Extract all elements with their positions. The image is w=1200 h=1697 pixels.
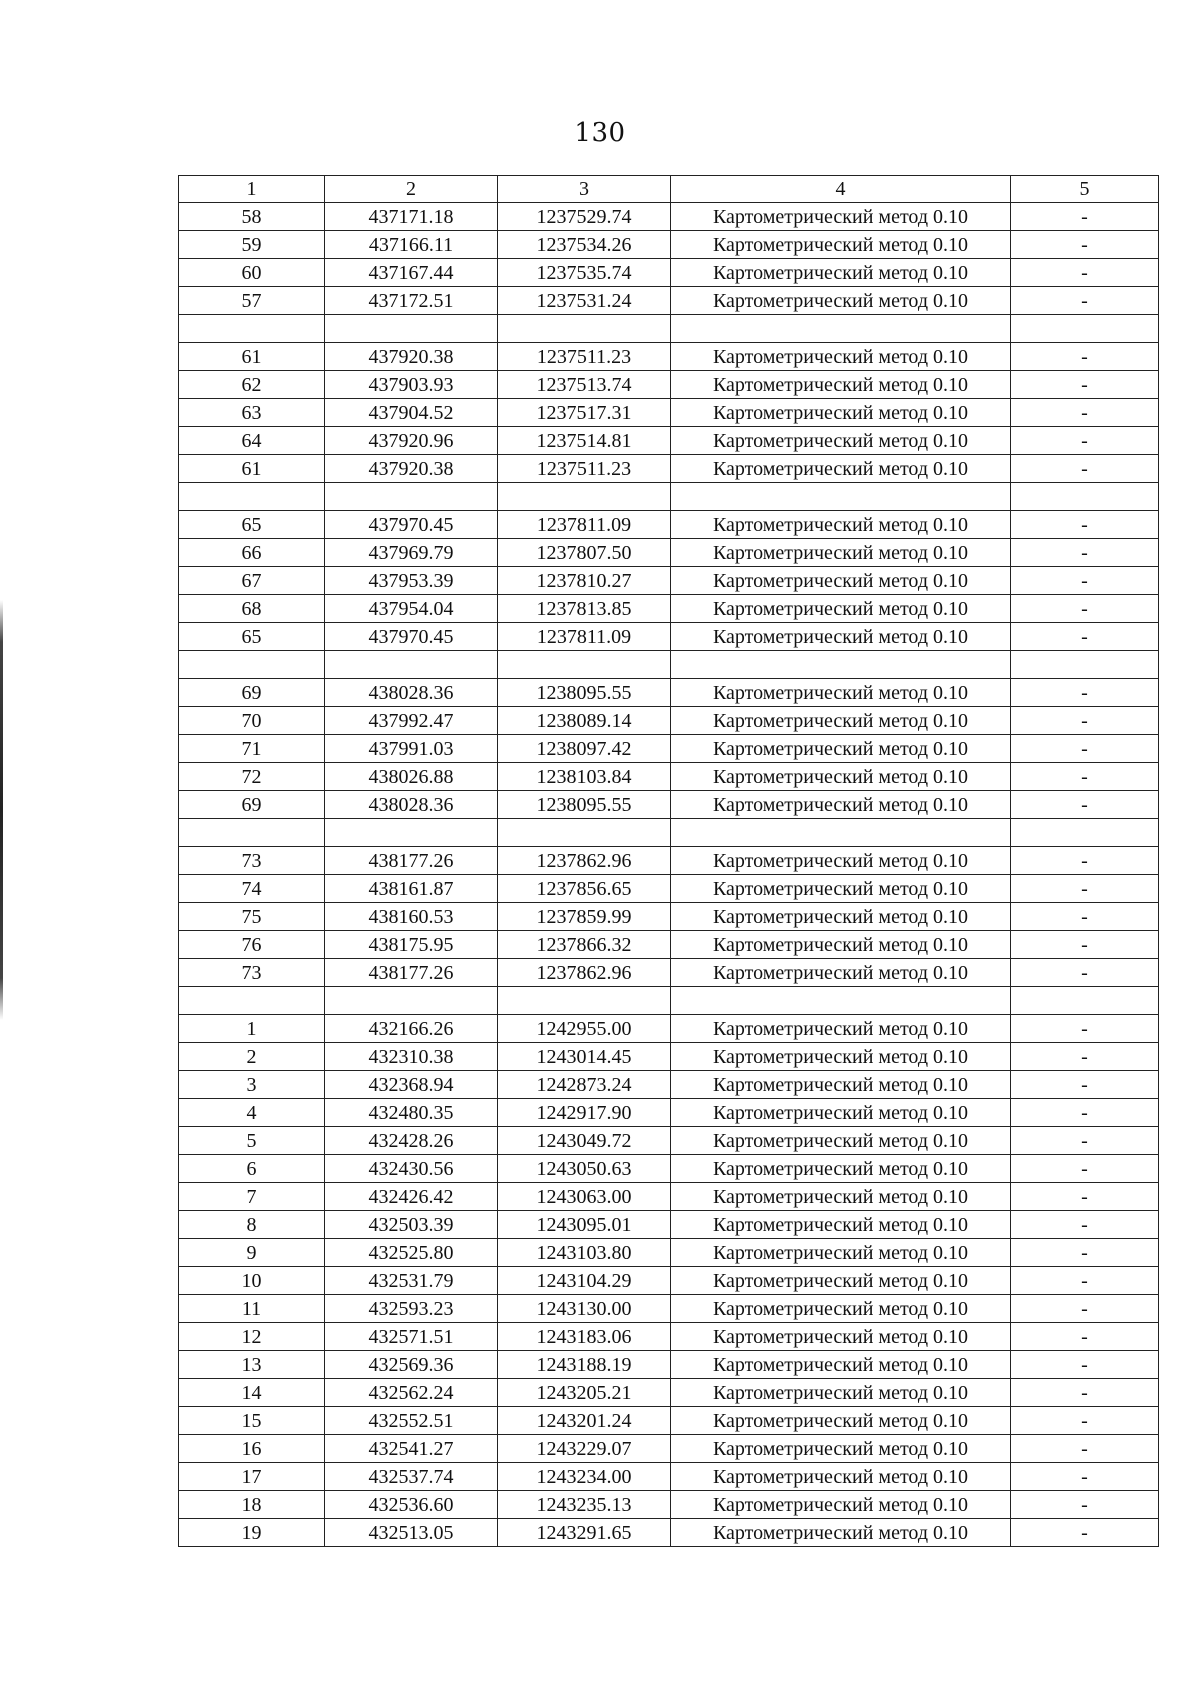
note-cell: - <box>1011 259 1159 287</box>
method-cell: Картометрический метод 0.10 <box>671 1295 1011 1323</box>
table-row <box>179 567 1159 595</box>
x-coordinate-cell: 437920.38 <box>325 455 498 483</box>
note-cell <box>1011 315 1159 343</box>
method-cell: Картометрический метод 0.10 <box>671 931 1011 959</box>
method-cell: Картометрический метод 0.10 <box>671 847 1011 875</box>
method-cell: Картометрический метод 0.10 <box>671 1127 1011 1155</box>
note-cell: - <box>1011 427 1159 455</box>
table-row <box>179 903 1159 931</box>
note-cell: - <box>1011 1463 1159 1491</box>
table-row <box>179 735 1159 763</box>
note-cell: - <box>1011 1183 1159 1211</box>
point-number-cell: 15 <box>179 1407 325 1435</box>
x-coordinate-cell: 438177.26 <box>325 959 498 987</box>
x-coordinate-cell: 437969.79 <box>325 539 498 567</box>
note-cell: - <box>1011 763 1159 791</box>
table-row <box>179 203 1159 231</box>
y-coordinate-cell: 1237866.32 <box>498 931 671 959</box>
method-cell: Картометрический метод 0.10 <box>671 1351 1011 1379</box>
point-number-cell: 66 <box>179 539 325 567</box>
method-cell: Картометрический метод 0.10 <box>671 1267 1011 1295</box>
method-cell: Картометрический метод 0.10 <box>671 959 1011 987</box>
y-coordinate-cell: 1243201.24 <box>498 1407 671 1435</box>
y-coordinate-cell: 1242873.24 <box>498 1071 671 1099</box>
method-cell <box>671 315 1011 343</box>
table-row <box>179 1435 1159 1463</box>
method-cell: Картометрический метод 0.10 <box>671 791 1011 819</box>
table-row <box>179 707 1159 735</box>
y-coordinate-cell: 1237813.85 <box>498 595 671 623</box>
method-cell: Картометрический метод 0.10 <box>671 595 1011 623</box>
y-coordinate-cell: 1237811.09 <box>498 511 671 539</box>
point-number-cell: 65 <box>179 623 325 651</box>
note-cell: - <box>1011 1127 1159 1155</box>
y-coordinate-cell: 1237810.27 <box>498 567 671 595</box>
x-coordinate-cell <box>325 819 498 847</box>
method-cell: Картометрический метод 0.10 <box>671 1071 1011 1099</box>
point-number-cell: 58 <box>179 203 325 231</box>
x-coordinate-cell: 432428.26 <box>325 1127 498 1155</box>
y-coordinate-cell: 1237535.74 <box>498 259 671 287</box>
method-cell: Картометрический метод 0.10 <box>671 1463 1011 1491</box>
table-row <box>179 399 1159 427</box>
y-coordinate-cell: 1238097.42 <box>498 735 671 763</box>
y-coordinate-cell <box>498 315 671 343</box>
point-number-cell: 61 <box>179 343 325 371</box>
note-cell: - <box>1011 623 1159 651</box>
x-coordinate-cell: 438026.88 <box>325 763 498 791</box>
note-cell: - <box>1011 567 1159 595</box>
method-cell: Картометрический метод 0.10 <box>671 567 1011 595</box>
note-cell: - <box>1011 595 1159 623</box>
method-cell: Картометрический метод 0.10 <box>671 399 1011 427</box>
method-cell: Картометрический метод 0.10 <box>671 371 1011 399</box>
method-cell <box>671 483 1011 511</box>
note-cell: - <box>1011 343 1159 371</box>
note-cell: - <box>1011 203 1159 231</box>
method-cell: Картометрический метод 0.10 <box>671 455 1011 483</box>
x-coordinate-cell: 432430.56 <box>325 1155 498 1183</box>
note-cell: - <box>1011 455 1159 483</box>
header-col-1: 1 <box>179 176 325 203</box>
method-cell: Картометрический метод 0.10 <box>671 903 1011 931</box>
table-row <box>179 847 1159 875</box>
y-coordinate-cell: 1238095.55 <box>498 679 671 707</box>
point-number-cell <box>179 819 325 847</box>
note-cell: - <box>1011 399 1159 427</box>
separator-row <box>179 819 1159 847</box>
point-number-cell: 73 <box>179 847 325 875</box>
table-row <box>179 1099 1159 1127</box>
point-number-cell <box>179 987 325 1015</box>
point-number-cell <box>179 483 325 511</box>
x-coordinate-cell <box>325 483 498 511</box>
method-cell: Картометрический метод 0.10 <box>671 287 1011 315</box>
table-row <box>179 259 1159 287</box>
x-coordinate-cell: 437903.93 <box>325 371 498 399</box>
table-row <box>179 1239 1159 1267</box>
table-row <box>179 1183 1159 1211</box>
table-header <box>179 176 1159 203</box>
point-number-cell: 3 <box>179 1071 325 1099</box>
y-coordinate-cell: 1243130.00 <box>498 1295 671 1323</box>
point-number-cell: 62 <box>179 371 325 399</box>
note-cell: - <box>1011 679 1159 707</box>
point-number-cell: 74 <box>179 875 325 903</box>
y-coordinate-cell: 1242955.00 <box>498 1015 671 1043</box>
table-row <box>179 287 1159 315</box>
table-row <box>179 1463 1159 1491</box>
method-cell: Картометрический метод 0.10 <box>671 763 1011 791</box>
x-coordinate-cell: 438161.87 <box>325 875 498 903</box>
x-coordinate-cell: 432368.94 <box>325 1071 498 1099</box>
y-coordinate-cell <box>498 987 671 1015</box>
point-number-cell: 69 <box>179 791 325 819</box>
y-coordinate-cell <box>498 651 671 679</box>
note-cell: - <box>1011 1379 1159 1407</box>
note-cell: - <box>1011 1071 1159 1099</box>
table-row <box>179 455 1159 483</box>
y-coordinate-cell: 1237862.96 <box>498 959 671 987</box>
note-cell: - <box>1011 1015 1159 1043</box>
x-coordinate-cell: 432531.79 <box>325 1267 498 1295</box>
point-number-cell: 73 <box>179 959 325 987</box>
method-cell: Картометрический метод 0.10 <box>671 1211 1011 1239</box>
x-coordinate-cell: 432569.36 <box>325 1351 498 1379</box>
point-number-cell: 12 <box>179 1323 325 1351</box>
method-cell <box>671 819 1011 847</box>
point-number-cell: 60 <box>179 259 325 287</box>
table-row <box>179 1379 1159 1407</box>
method-cell: Картометрический метод 0.10 <box>671 1099 1011 1127</box>
method-cell: Картометрический метод 0.10 <box>671 679 1011 707</box>
method-cell: Картометрический метод 0.10 <box>671 511 1011 539</box>
x-coordinate-cell: 437992.47 <box>325 707 498 735</box>
y-coordinate-cell: 1243103.80 <box>498 1239 671 1267</box>
method-cell: Картометрический метод 0.10 <box>671 259 1011 287</box>
method-cell: Картометрический метод 0.10 <box>671 735 1011 763</box>
method-cell: Картометрический метод 0.10 <box>671 231 1011 259</box>
point-number-cell: 8 <box>179 1211 325 1239</box>
x-coordinate-cell: 437920.38 <box>325 343 498 371</box>
note-cell: - <box>1011 931 1159 959</box>
y-coordinate-cell: 1237514.81 <box>498 427 671 455</box>
y-coordinate-cell: 1243014.45 <box>498 1043 671 1071</box>
x-coordinate-cell: 432541.27 <box>325 1435 498 1463</box>
point-number-cell: 59 <box>179 231 325 259</box>
y-coordinate-cell: 1243205.21 <box>498 1379 671 1407</box>
note-cell: - <box>1011 1239 1159 1267</box>
point-number-cell: 7 <box>179 1183 325 1211</box>
point-number-cell: 19 <box>179 1519 325 1547</box>
x-coordinate-cell: 432166.26 <box>325 1015 498 1043</box>
coordinates-table <box>178 175 1159 1547</box>
y-coordinate-cell: 1238103.84 <box>498 763 671 791</box>
note-cell <box>1011 819 1159 847</box>
table-row <box>179 763 1159 791</box>
method-cell: Картометрический метод 0.10 <box>671 1379 1011 1407</box>
y-coordinate-cell: 1243063.00 <box>498 1183 671 1211</box>
y-coordinate-cell: 1243235.13 <box>498 1491 671 1519</box>
note-cell: - <box>1011 1211 1159 1239</box>
method-cell: Картометрический метод 0.10 <box>671 539 1011 567</box>
table-row <box>179 1351 1159 1379</box>
x-coordinate-cell: 432552.51 <box>325 1407 498 1435</box>
point-number-cell: 68 <box>179 595 325 623</box>
y-coordinate-cell: 1237511.23 <box>498 343 671 371</box>
point-number-cell: 57 <box>179 287 325 315</box>
note-cell: - <box>1011 1323 1159 1351</box>
table-row <box>179 1211 1159 1239</box>
note-cell: - <box>1011 847 1159 875</box>
method-cell: Картометрический метод 0.10 <box>671 1435 1011 1463</box>
table-row <box>179 1127 1159 1155</box>
point-number-cell: 17 <box>179 1463 325 1491</box>
method-cell <box>671 651 1011 679</box>
x-coordinate-cell: 432593.23 <box>325 1295 498 1323</box>
table-row <box>179 931 1159 959</box>
note-cell: - <box>1011 1519 1159 1547</box>
y-coordinate-cell: 1243095.01 <box>498 1211 671 1239</box>
point-number-cell: 67 <box>179 567 325 595</box>
y-coordinate-cell: 1243104.29 <box>498 1267 671 1295</box>
table-row <box>179 1015 1159 1043</box>
x-coordinate-cell: 432537.74 <box>325 1463 498 1491</box>
separator-row <box>179 651 1159 679</box>
point-number-cell: 61 <box>179 455 325 483</box>
y-coordinate-cell: 1237862.96 <box>498 847 671 875</box>
method-cell: Картометрический метод 0.10 <box>671 343 1011 371</box>
separator-row <box>179 483 1159 511</box>
method-cell: Картометрический метод 0.10 <box>671 1407 1011 1435</box>
method-cell: Картометрический метод 0.10 <box>671 1239 1011 1267</box>
point-number-cell: 1 <box>179 1015 325 1043</box>
point-number-cell <box>179 651 325 679</box>
method-cell: Картометрический метод 0.10 <box>671 203 1011 231</box>
table-row <box>179 1323 1159 1351</box>
note-cell: - <box>1011 511 1159 539</box>
x-coordinate-cell: 432536.60 <box>325 1491 498 1519</box>
y-coordinate-cell: 1237859.99 <box>498 903 671 931</box>
x-coordinate-cell: 438175.95 <box>325 931 498 959</box>
header-col-4: 4 <box>671 176 1011 203</box>
point-number-cell: 72 <box>179 763 325 791</box>
note-cell: - <box>1011 1155 1159 1183</box>
point-number-cell: 63 <box>179 399 325 427</box>
point-number-cell: 2 <box>179 1043 325 1071</box>
y-coordinate-cell: 1243049.72 <box>498 1127 671 1155</box>
y-coordinate-cell: 1237531.24 <box>498 287 671 315</box>
note-cell <box>1011 651 1159 679</box>
table-row <box>179 343 1159 371</box>
x-coordinate-cell: 437904.52 <box>325 399 498 427</box>
point-number-cell: 65 <box>179 511 325 539</box>
point-number-cell: 4 <box>179 1099 325 1127</box>
y-coordinate-cell <box>498 483 671 511</box>
y-coordinate-cell: 1243183.06 <box>498 1323 671 1351</box>
point-number-cell: 76 <box>179 931 325 959</box>
table-row <box>179 1295 1159 1323</box>
point-number-cell: 64 <box>179 427 325 455</box>
table-row <box>179 679 1159 707</box>
y-coordinate-cell: 1238095.55 <box>498 791 671 819</box>
point-number-cell: 13 <box>179 1351 325 1379</box>
method-cell: Картометрический метод 0.10 <box>671 1519 1011 1547</box>
x-coordinate-cell: 432480.35 <box>325 1099 498 1127</box>
y-coordinate-cell: 1237529.74 <box>498 203 671 231</box>
point-number-cell: 16 <box>179 1435 325 1463</box>
x-coordinate-cell: 438160.53 <box>325 903 498 931</box>
table-row <box>179 1043 1159 1071</box>
note-cell: - <box>1011 735 1159 763</box>
note-cell: - <box>1011 371 1159 399</box>
method-cell: Картометрический метод 0.10 <box>671 1043 1011 1071</box>
table-row <box>179 539 1159 567</box>
method-cell: Картометрический метод 0.10 <box>671 875 1011 903</box>
note-cell: - <box>1011 791 1159 819</box>
x-coordinate-cell: 437991.03 <box>325 735 498 763</box>
x-coordinate-cell: 437953.39 <box>325 567 498 595</box>
table-row <box>179 1267 1159 1295</box>
note-cell: - <box>1011 875 1159 903</box>
table-row <box>179 231 1159 259</box>
y-coordinate-cell: 1242917.90 <box>498 1099 671 1127</box>
table-row <box>179 1519 1159 1547</box>
method-cell: Картометрический метод 0.10 <box>671 1155 1011 1183</box>
note-cell <box>1011 987 1159 1015</box>
table-row <box>179 1071 1159 1099</box>
point-number-cell: 70 <box>179 707 325 735</box>
method-cell: Картометрический метод 0.10 <box>671 1491 1011 1519</box>
point-number-cell: 11 <box>179 1295 325 1323</box>
note-cell: - <box>1011 903 1159 931</box>
point-number-cell <box>179 315 325 343</box>
note-cell: - <box>1011 1043 1159 1071</box>
note-cell: - <box>1011 1435 1159 1463</box>
x-coordinate-cell: 437166.11 <box>325 231 498 259</box>
note-cell: - <box>1011 1099 1159 1127</box>
y-coordinate-cell: 1237811.09 <box>498 623 671 651</box>
x-coordinate-cell: 438177.26 <box>325 847 498 875</box>
y-coordinate-cell: 1237513.74 <box>498 371 671 399</box>
method-cell <box>671 987 1011 1015</box>
table-row <box>179 623 1159 651</box>
x-coordinate-cell: 437954.04 <box>325 595 498 623</box>
table-row <box>179 1155 1159 1183</box>
y-coordinate-cell: 1237517.31 <box>498 399 671 427</box>
table-row <box>179 959 1159 987</box>
page-number: 130 <box>574 118 626 148</box>
y-coordinate-cell: 1238089.14 <box>498 707 671 735</box>
note-cell: - <box>1011 1267 1159 1295</box>
point-number-cell: 69 <box>179 679 325 707</box>
y-coordinate-cell: 1237511.23 <box>498 455 671 483</box>
x-coordinate-cell: 437167.44 <box>325 259 498 287</box>
header-col-3: 3 <box>498 176 671 203</box>
point-number-cell: 18 <box>179 1491 325 1519</box>
header-col-5: 5 <box>1011 176 1159 203</box>
header-row <box>179 176 1159 203</box>
table-row <box>179 371 1159 399</box>
separator-row <box>179 987 1159 1015</box>
method-cell: Картометрический метод 0.10 <box>671 1323 1011 1351</box>
note-cell: - <box>1011 1491 1159 1519</box>
method-cell: Картометрический метод 0.10 <box>671 707 1011 735</box>
method-cell: Картометрический метод 0.10 <box>671 1015 1011 1043</box>
note-cell: - <box>1011 707 1159 735</box>
note-cell: - <box>1011 231 1159 259</box>
method-cell: Картометрический метод 0.10 <box>671 427 1011 455</box>
note-cell: - <box>1011 1351 1159 1379</box>
x-coordinate-cell <box>325 651 498 679</box>
x-coordinate-cell: 432513.05 <box>325 1519 498 1547</box>
y-coordinate-cell: 1243050.63 <box>498 1155 671 1183</box>
y-coordinate-cell: 1237807.50 <box>498 539 671 567</box>
y-coordinate-cell: 1237856.65 <box>498 875 671 903</box>
x-coordinate-cell: 437970.45 <box>325 623 498 651</box>
point-number-cell: 75 <box>179 903 325 931</box>
x-coordinate-cell: 438028.36 <box>325 791 498 819</box>
note-cell: - <box>1011 1407 1159 1435</box>
table-row <box>179 1407 1159 1435</box>
x-coordinate-cell: 437171.18 <box>325 203 498 231</box>
table-row <box>179 511 1159 539</box>
table-row <box>179 1491 1159 1519</box>
y-coordinate-cell <box>498 819 671 847</box>
x-coordinate-cell <box>325 987 498 1015</box>
x-coordinate-cell: 437920.96 <box>325 427 498 455</box>
y-coordinate-cell: 1243234.00 <box>498 1463 671 1491</box>
x-coordinate-cell: 437172.51 <box>325 287 498 315</box>
y-coordinate-cell: 1243229.07 <box>498 1435 671 1463</box>
note-cell: - <box>1011 287 1159 315</box>
x-coordinate-cell <box>325 315 498 343</box>
note-cell <box>1011 483 1159 511</box>
table-row <box>179 791 1159 819</box>
scan-edge-shadow <box>0 600 3 1020</box>
table-row <box>179 427 1159 455</box>
point-number-cell: 71 <box>179 735 325 763</box>
x-coordinate-cell: 432503.39 <box>325 1211 498 1239</box>
table-row <box>179 595 1159 623</box>
x-coordinate-cell: 432571.51 <box>325 1323 498 1351</box>
point-number-cell: 6 <box>179 1155 325 1183</box>
point-number-cell: 5 <box>179 1127 325 1155</box>
table-row <box>179 875 1159 903</box>
y-coordinate-cell: 1237534.26 <box>498 231 671 259</box>
note-cell: - <box>1011 539 1159 567</box>
x-coordinate-cell: 437970.45 <box>325 511 498 539</box>
x-coordinate-cell: 432525.80 <box>325 1239 498 1267</box>
point-number-cell: 14 <box>179 1379 325 1407</box>
separator-row <box>179 315 1159 343</box>
x-coordinate-cell: 432426.42 <box>325 1183 498 1211</box>
method-cell: Картометрический метод 0.10 <box>671 623 1011 651</box>
note-cell: - <box>1011 1295 1159 1323</box>
header-col-2: 2 <box>325 176 498 203</box>
method-cell: Картометрический метод 0.10 <box>671 1183 1011 1211</box>
point-number-cell: 9 <box>179 1239 325 1267</box>
y-coordinate-cell: 1243188.19 <box>498 1351 671 1379</box>
point-number-cell: 10 <box>179 1267 325 1295</box>
x-coordinate-cell: 438028.36 <box>325 679 498 707</box>
note-cell: - <box>1011 959 1159 987</box>
table-body <box>179 203 1159 1547</box>
x-coordinate-cell: 432310.38 <box>325 1043 498 1071</box>
x-coordinate-cell: 432562.24 <box>325 1379 498 1407</box>
y-coordinate-cell: 1243291.65 <box>498 1519 671 1547</box>
